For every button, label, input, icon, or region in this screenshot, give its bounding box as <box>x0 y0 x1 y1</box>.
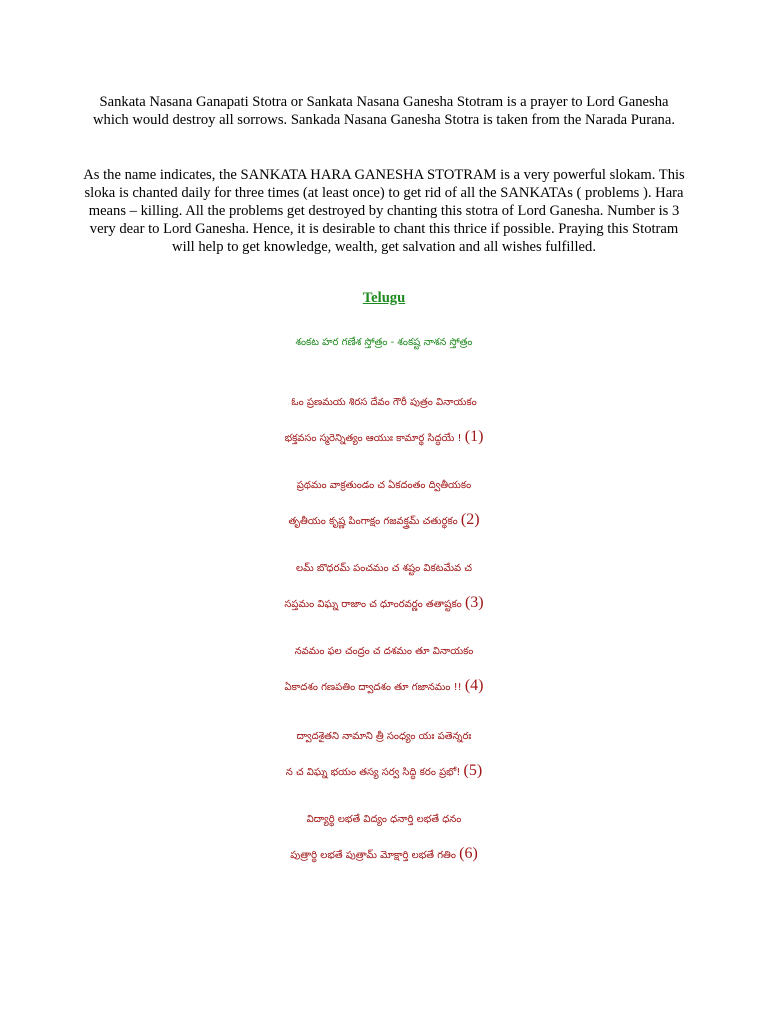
verse-3-line-1: లమ్ బొధరమ్ పంచమం చ శష్టం వికటమేవ చ <box>296 563 472 574</box>
verse-4-line-1: నవమం ఫల చంద్రం చ దశమం తూ వినాయకం <box>294 646 474 657</box>
verse-1-text: భక్తవసం స్మరెన్నిత్యం ఆయుః కామార్థ సిద్ధయే ! <box>284 433 462 444</box>
telugu-link[interactable]: Telugu <box>362 290 406 306</box>
verse-1-line-1: ఓం ప్రణమయ శిరస దేవం గౌరీ పుత్రం వినాయకం <box>291 397 477 408</box>
verse-2-line-1: ప్రథమం వాక్రతుండం చ ఏకదంతం ద్వితీయకం <box>296 480 472 491</box>
verse-2-number: (2) <box>460 511 480 528</box>
verse-6-line-2 <box>0 843 768 867</box>
verse-3-number: (3) <box>464 594 484 611</box>
verse-3-text: సప్తమం విఘ్న రాజాం చ ధూంరవర్ణం తతాష్టకం <box>284 599 462 610</box>
verse-5-line-2 <box>0 760 768 784</box>
verse-1-number: (1) <box>464 428 484 445</box>
verse-5-number: (5) <box>463 762 483 779</box>
verse-5-line-1: ద్వాదశైతని నామాని త్రీ సంధ్యం యః పతెన్నరః <box>296 731 472 742</box>
verse-6-line-1: విద్యార్థి లభతే విద్యం ధనార్తి లభతే ధనం <box>306 814 462 825</box>
verse-1-line-2 <box>0 426 768 450</box>
stotram-title: శంకట హర గణేశ స్తోత్రం - శంకష్ట నాశన స్తోత్రం <box>295 337 473 348</box>
verse-6-number: (6) <box>459 845 478 862</box>
verse-2-text: తృతీయం కృష్ణ పింగాక్షం గజవక్త్రమ్ చతుర్థకం <box>288 516 458 527</box>
verse-4-line-2 <box>0 675 768 699</box>
verse-6-text: పుత్రార్థి లభతే పుత్రామ్ మోక్షార్తి లభతే గతిం <box>290 850 456 861</box>
verse-2-line-2 <box>0 509 768 533</box>
verse-5-text: న చ విఘ్న భయం తస్య సర్వ సిద్ధి కరం ప్రభో! <box>285 767 461 778</box>
verse-4-text: ఏకాదశం గణపతిం ద్వాదశం తూ గజానమం !! <box>284 682 462 693</box>
intro-paragraph-2: As the name indicates, the SANKATA HARA GANESHA STOTRAM is a very powerful slokam. This sloka is chanted daily for three times (at least once) to get rid of all the SANKATAs ( problems ). Hara means – killing. All the problems get destroyed by chanting this stotra of Lord Ganesha. Number is 3 very dear to Lord Ganesha. Hence, it is desirable to chant this thrice if possible. Praying this Stotram will help to get knowledge, wealth, get salvation and all wishes fulfilled. <box>83 167 685 255</box>
intro-paragraph-1: Sankata Nasana Ganapati Stotra or Sankata Nasana Ganesha Stotram is a prayer to Lord Ganesha which would destroy all sorrows. Sankada Nasana Ganesha Stotra is taken from the Narada Purana. <box>93 94 675 128</box>
verse-3-line-2 <box>0 592 768 616</box>
verse-4-number: (4) <box>464 677 484 694</box>
